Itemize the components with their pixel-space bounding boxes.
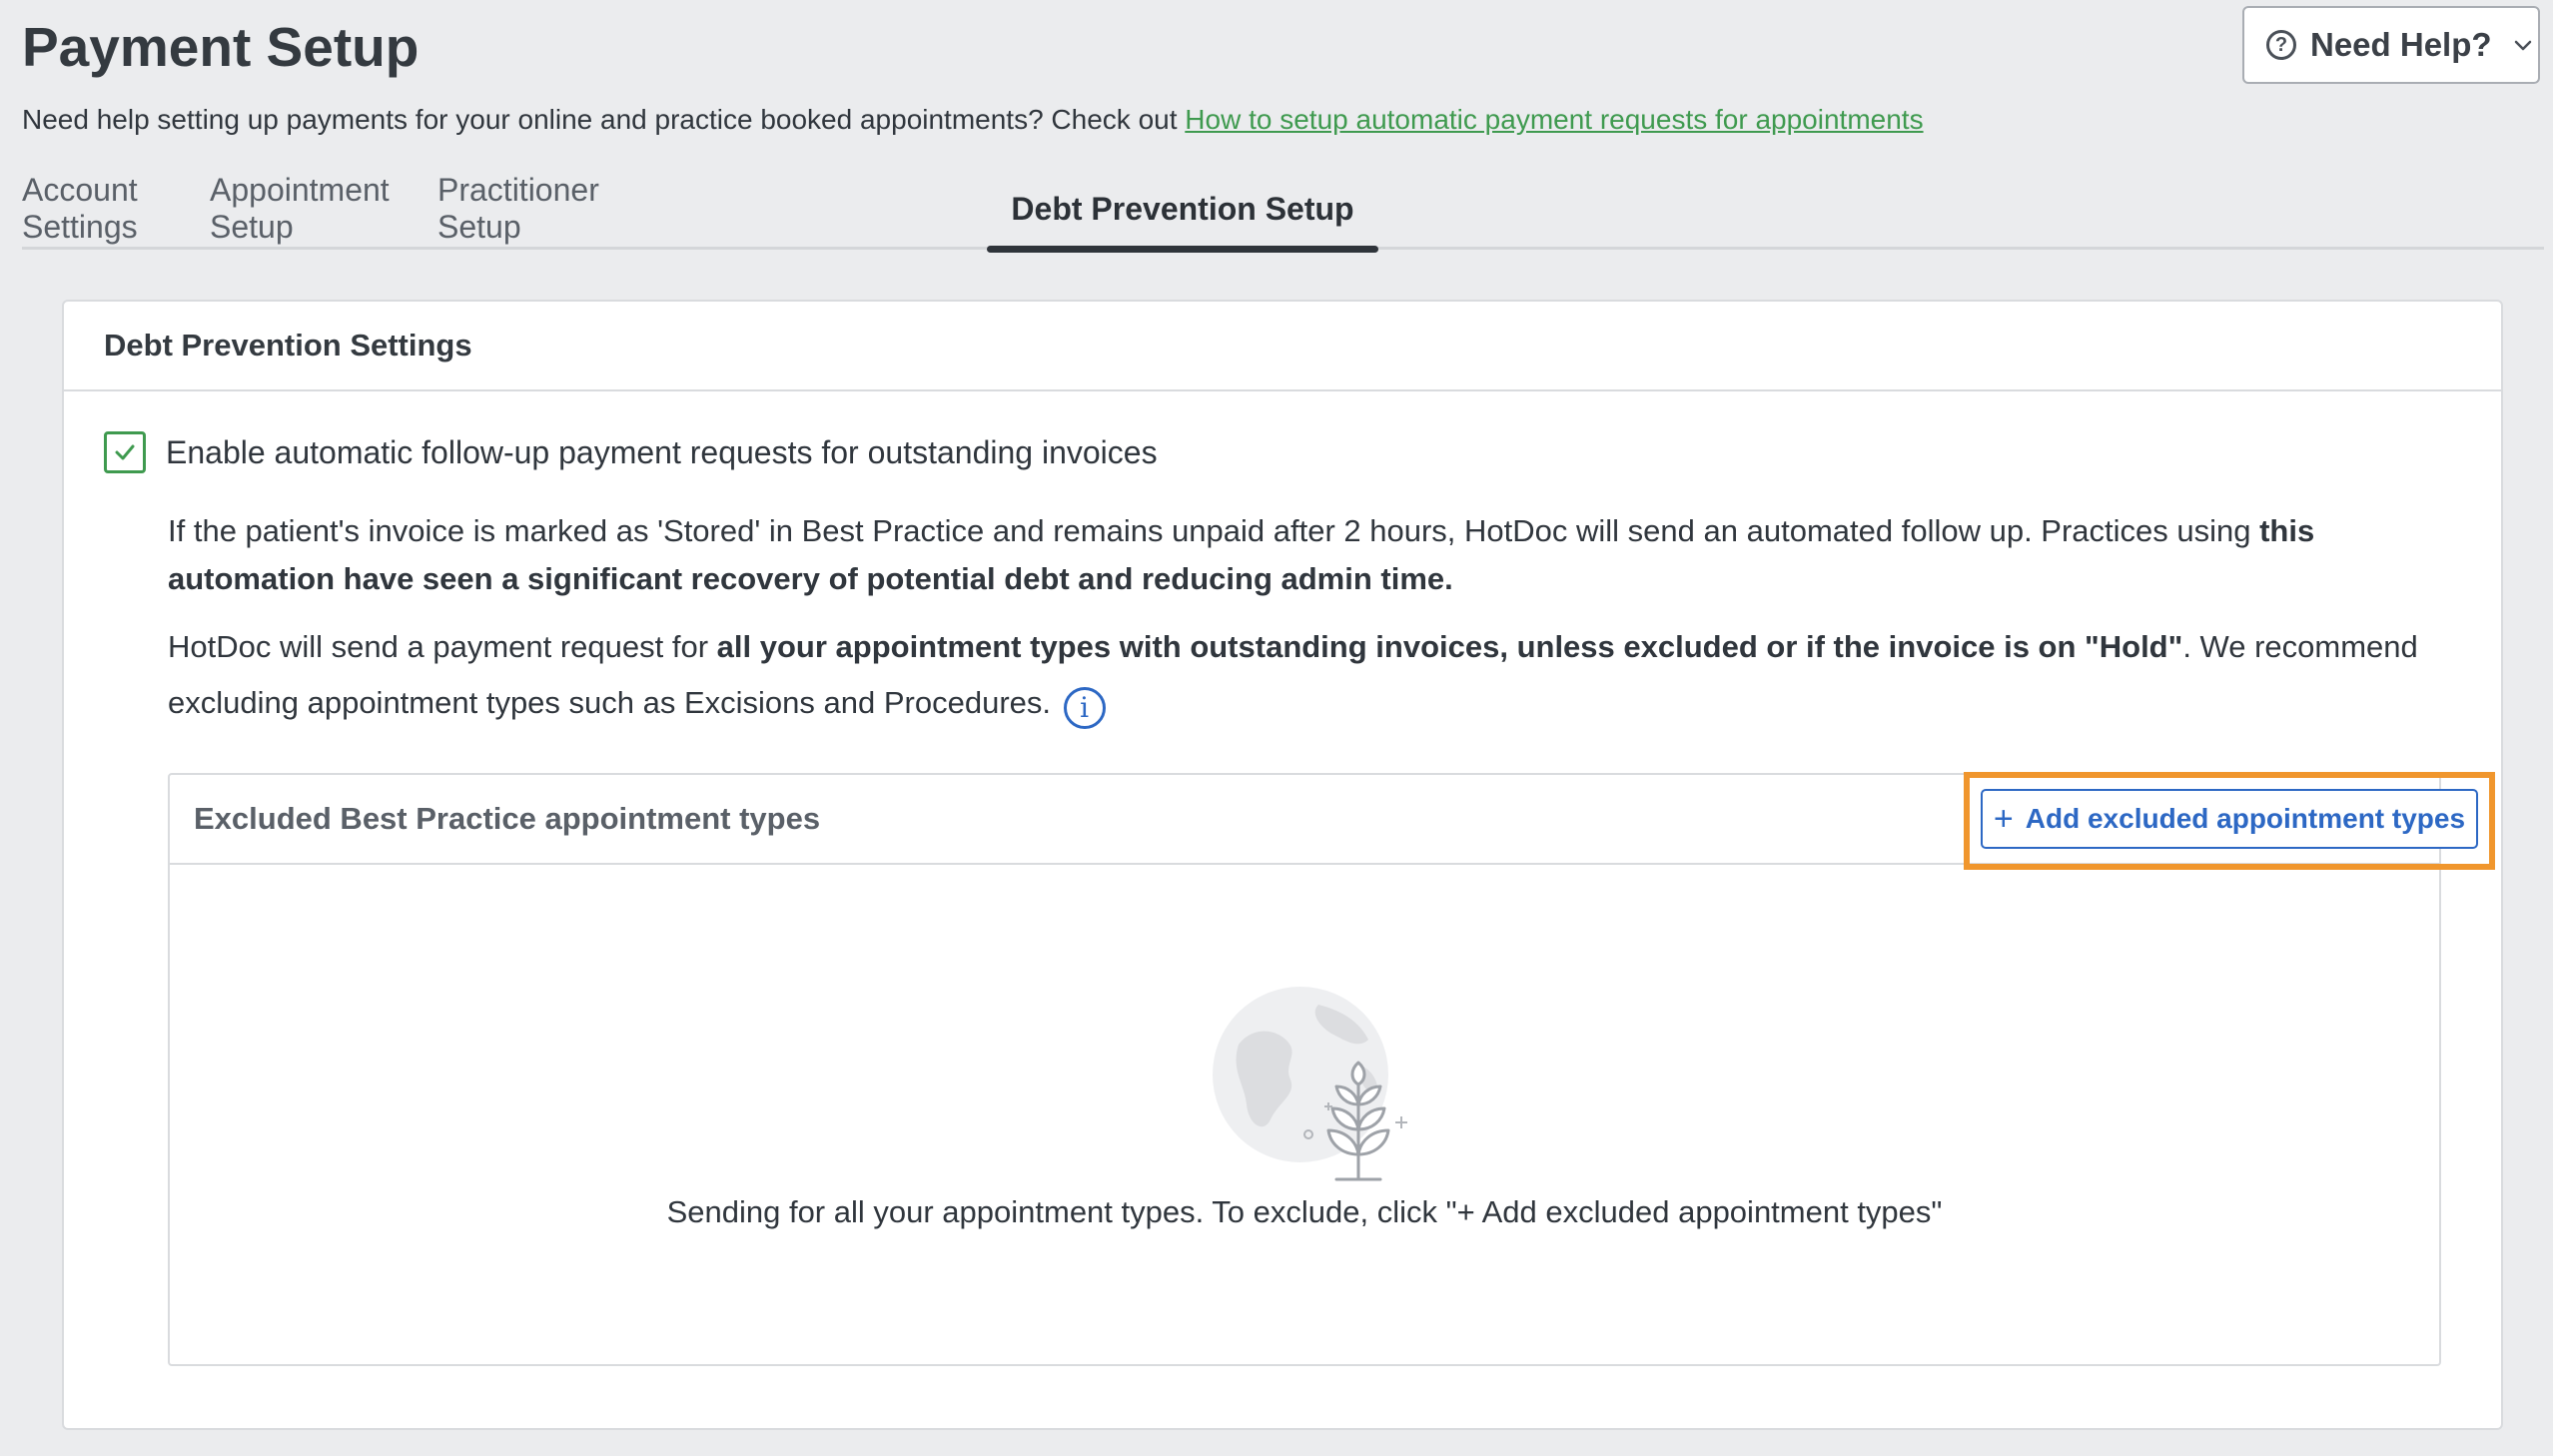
- payment-request-description: [168, 619, 2465, 731]
- para1-emphasis: this automation have seen a significant recovery of potential debt and reducing admin time.: [168, 513, 2315, 596]
- add-excluded-types-label: Add excluded appointment types: [2025, 803, 2466, 834]
- intro-prefix: Need help setting up payments for your online and practice booked appointments? Check out: [22, 104, 1186, 135]
- info-icon[interactable]: i: [1064, 687, 1106, 729]
- intro-text: [22, 104, 1924, 136]
- need-help-label: Need Help?: [2310, 26, 2492, 63]
- setup-guide-link[interactable]: How to setup automatic payment requests for appointments: [1185, 104, 1924, 135]
- excluded-types-panel: [168, 773, 2466, 1366]
- plus-icon: +: [1993, 800, 2014, 838]
- tab-debt-prevention-setup[interactable]: Debt Prevention Setup: [987, 168, 1378, 250]
- debt-prevention-card: [62, 300, 2503, 1430]
- card-title: Debt Prevention Settings: [64, 302, 2501, 391]
- add-excluded-types-button[interactable]: [1981, 789, 2478, 849]
- tab-bar: [22, 168, 2544, 250]
- para2-tail: . We recommend excluding appointment types such as Excisions and Procedures.: [168, 629, 2418, 720]
- empty-state-globe-plant-icon: [1209, 985, 1428, 1184]
- empty-state-text: Sending for all your appointment types. To exclude, click "+ Add excluded appointment types": [666, 1194, 1943, 1229]
- need-help-button[interactable]: [2242, 6, 2540, 84]
- stored-invoice-description: [168, 507, 2415, 603]
- auto-followup-checkbox[interactable]: [104, 431, 146, 473]
- para2-text: HotDoc will send a payment request for: [168, 629, 717, 664]
- tab-appointment-setup[interactable]: Appointment Setup: [210, 172, 390, 245]
- tab-practitioner-setup[interactable]: Practitioner Setup: [437, 172, 599, 245]
- chevron-down-icon: [2512, 34, 2534, 56]
- page-title: Payment Setup: [22, 16, 420, 78]
- para2-emphasis: all your appointment types with outstanding invoices, unless excluded or if the invoice is on "Hold": [716, 629, 2183, 664]
- auto-followup-label: Enable automatic follow-up payment requests for outstanding invoices: [166, 433, 1158, 470]
- para1-text: If the patient's invoice is marked as 'Stored' in Best Practice and remains unpaid after 2 hours, HotDoc will send an automated follow up. Practices using: [168, 513, 2260, 548]
- tab-account-settings[interactable]: Account Settings: [22, 172, 138, 245]
- excluded-types-title: Excluded Best Practice appointment types: [170, 775, 2439, 865]
- question-circle-icon: ?: [2266, 30, 2296, 60]
- auto-followup-row: [104, 431, 1158, 473]
- check-icon: [111, 438, 139, 466]
